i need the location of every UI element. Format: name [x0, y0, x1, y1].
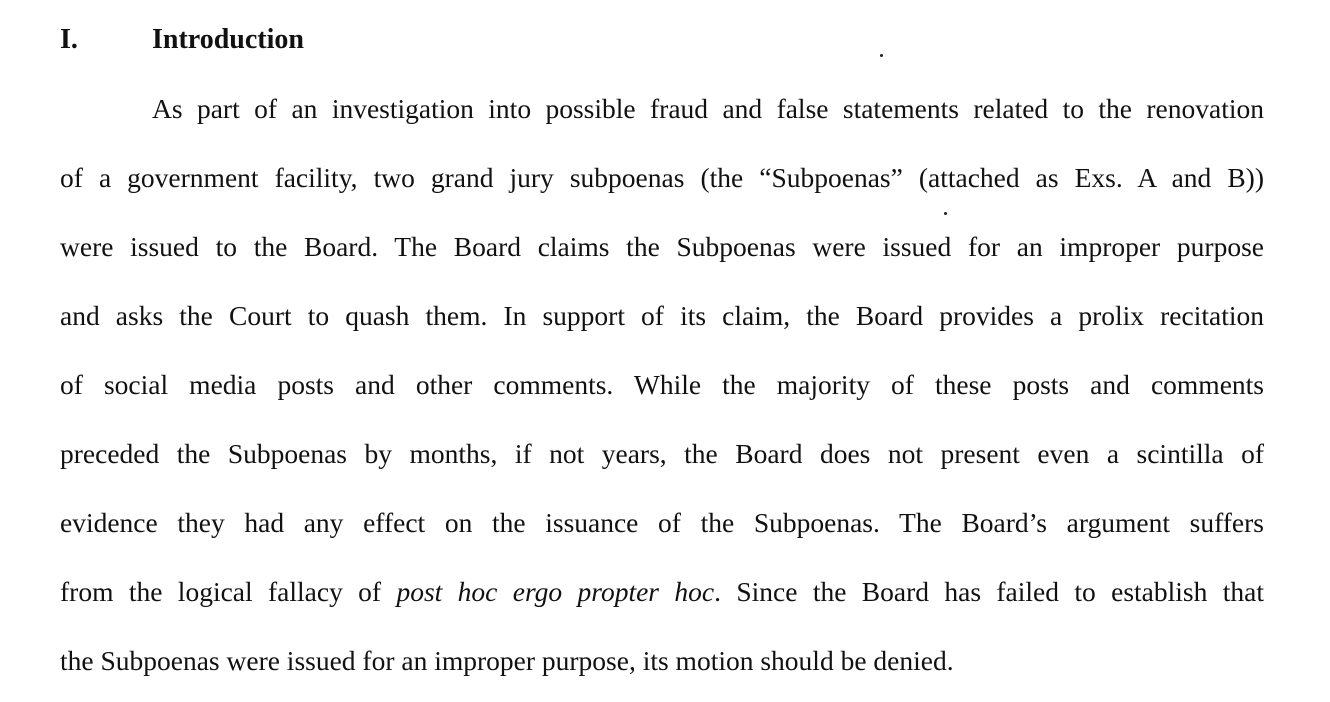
- paragraph-line: of a government facility, two grand jury subpoenas (the “Subpoenas” (attached as Exs. A and B)): [60, 162, 1264, 193]
- paragraph-line: [60, 575, 1264, 609]
- paragraph-line: and asks the Court to quash them. In support of its claim, the Board provides a prolix recitation: [60, 300, 1264, 331]
- scan-speck: [944, 212, 947, 215]
- section-number: I.: [60, 24, 78, 55]
- text-run: . Since the Board has failed to establish that: [714, 576, 1264, 607]
- paragraph-line: As part of an investigation into possible fraud and false statements related to the renovation: [152, 93, 1264, 124]
- text-run: from the logical fallacy of: [60, 576, 397, 607]
- paragraph-line: of social media posts and other comments. While the majority of these posts and comments: [60, 369, 1264, 400]
- section-heading: [60, 22, 304, 58]
- paragraph-line: the Subpoenas were issued for an improper purpose, its motion should be denied.: [60, 645, 954, 676]
- paragraph-line: evidence they had any effect on the issuance of the Subpoenas. The Board’s argument suffers: [60, 507, 1264, 538]
- section-title: Introduction: [152, 24, 304, 55]
- scan-speck: [880, 54, 883, 57]
- paragraph-line: were issued to the Board. The Board claims the Subpoenas were issued for an improper purpose: [60, 231, 1264, 262]
- latin-phrase: post hoc ergo propter hoc: [396, 576, 715, 607]
- paragraph-line: preceded the Subpoenas by months, if not years, the Board does not present even a scintilla of: [60, 438, 1264, 469]
